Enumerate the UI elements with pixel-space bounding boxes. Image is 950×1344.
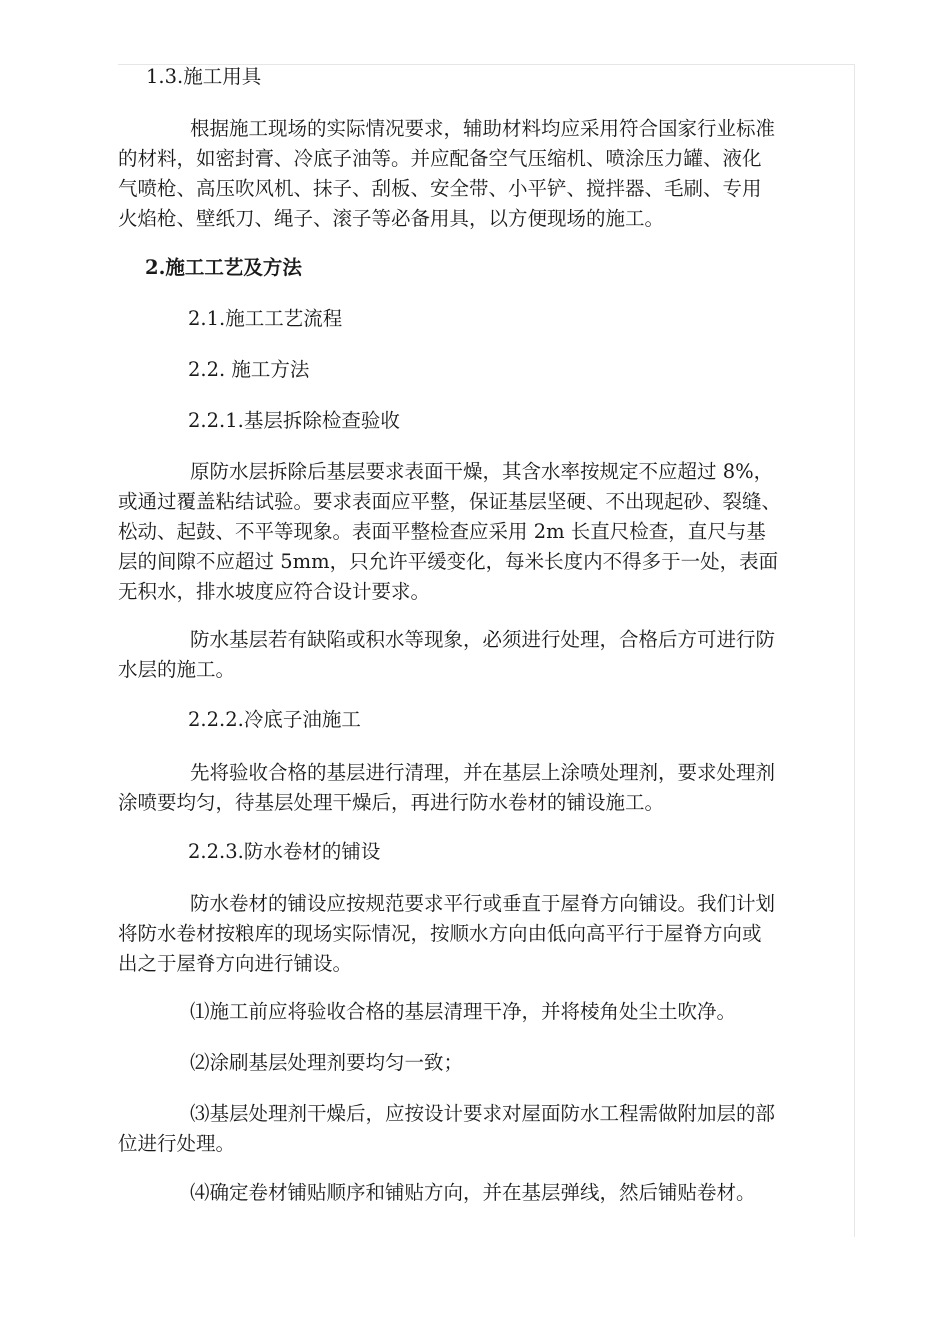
paragraph-line: 防水基层若有缺陷或积水等现象，必须进行处理，合格后方可进行防 [190, 628, 776, 651]
step-4: ⑷确定卷材铺贴顺序和铺贴方向，并在基层弹线，然后铺贴卷材。 [190, 1181, 756, 1204]
paragraph-line: 水层的施工。 [118, 658, 236, 681]
paragraph-line: 将防水卷材按粮库的现场实际情况，按顺水方向由低向高平行于屋脊方向或 [118, 922, 762, 945]
paragraph-line: 先将验收合格的基层进行清理，并在基层上涂喷处理剂，要求处理剂 [190, 761, 776, 784]
section-1-3-title: 1.3.施工用具 [146, 65, 262, 88]
paragraph-line: 根据施工现场的实际情况要求，辅助材料均应采用符合国家行业标准 [190, 117, 776, 140]
paragraph-line: 或通过覆盖粘结试验。要求表面应平整，保证基层坚硬、不出现起砂、裂缝、 [118, 490, 782, 513]
section-2-2-3-title: 2.2.3.防水卷材的铺设 [188, 840, 381, 863]
paragraph-primer [118, 758, 775, 818]
paragraph-line: 位进行处理。 [118, 1132, 236, 1155]
paragraph-line: 层的间隙不应超过 5mm，只允许平缓变化，每米长度内不得多于一处，表面 [118, 550, 779, 573]
step-3 [118, 1099, 775, 1159]
paragraph-line: 原防水层拆除后基层要求表面干燥，其含水率按规定不应超过 8%， [190, 460, 774, 483]
section-2-title: 2.施工工艺及方法 [145, 256, 302, 279]
paragraph-tools [118, 114, 775, 234]
paragraph-line: 出之于屋脊方向进行铺设。 [118, 952, 353, 975]
paragraph-membrane [118, 889, 775, 979]
paragraph-line: 的材料，如密封膏、冷底子油等。并应配备空气压缩机、喷涂压力罐、液化 [118, 147, 762, 170]
section-2-2-title: 2.2. 施工方法 [188, 358, 310, 381]
paragraph-line: 防水卷材的铺设应按规范要求平行或垂直于屋脊方向铺设。我们计划 [190, 892, 776, 915]
paragraph-defects [118, 625, 775, 685]
paragraph-line: ⑶基层处理剂干燥后，应按设计要求对屋面防水工程需做附加层的部 [190, 1102, 776, 1125]
paragraph-line: 松动、起鼓、不平等现象。表面平整检查应采用 2m 长直尺检查，直尺与基 [118, 520, 766, 543]
paragraph-base-inspection [118, 457, 781, 607]
paragraph-line: 涂喷要均匀，待基层处理干燥后，再进行防水卷材的铺设施工。 [118, 791, 665, 814]
section-2-1-title: 2.1.施工工艺流程 [188, 307, 343, 330]
section-2-2-1-title: 2.2.1.基层拆除检查验收 [188, 409, 400, 432]
step-1: ⑴施工前应将验收合格的基层清理干净，并将棱角处尘土吹净。 [190, 1000, 737, 1023]
step-2: ⑵涂刷基层处理剂要均匀一致； [190, 1051, 464, 1074]
section-2-2-2-title: 2.2.2.冷底子油施工 [188, 708, 361, 731]
paragraph-line: 气喷枪、高压吹风机、抹子、刮板、安全带、小平铲、搅拌器、毛刷、专用 [118, 177, 762, 200]
paragraph-line: 无积水，排水坡度应符合设计要求。 [118, 580, 431, 603]
paragraph-line: 火焰枪、壁纸刀、绳子、滚子等必备用具，以方便现场的施工。 [118, 207, 665, 230]
